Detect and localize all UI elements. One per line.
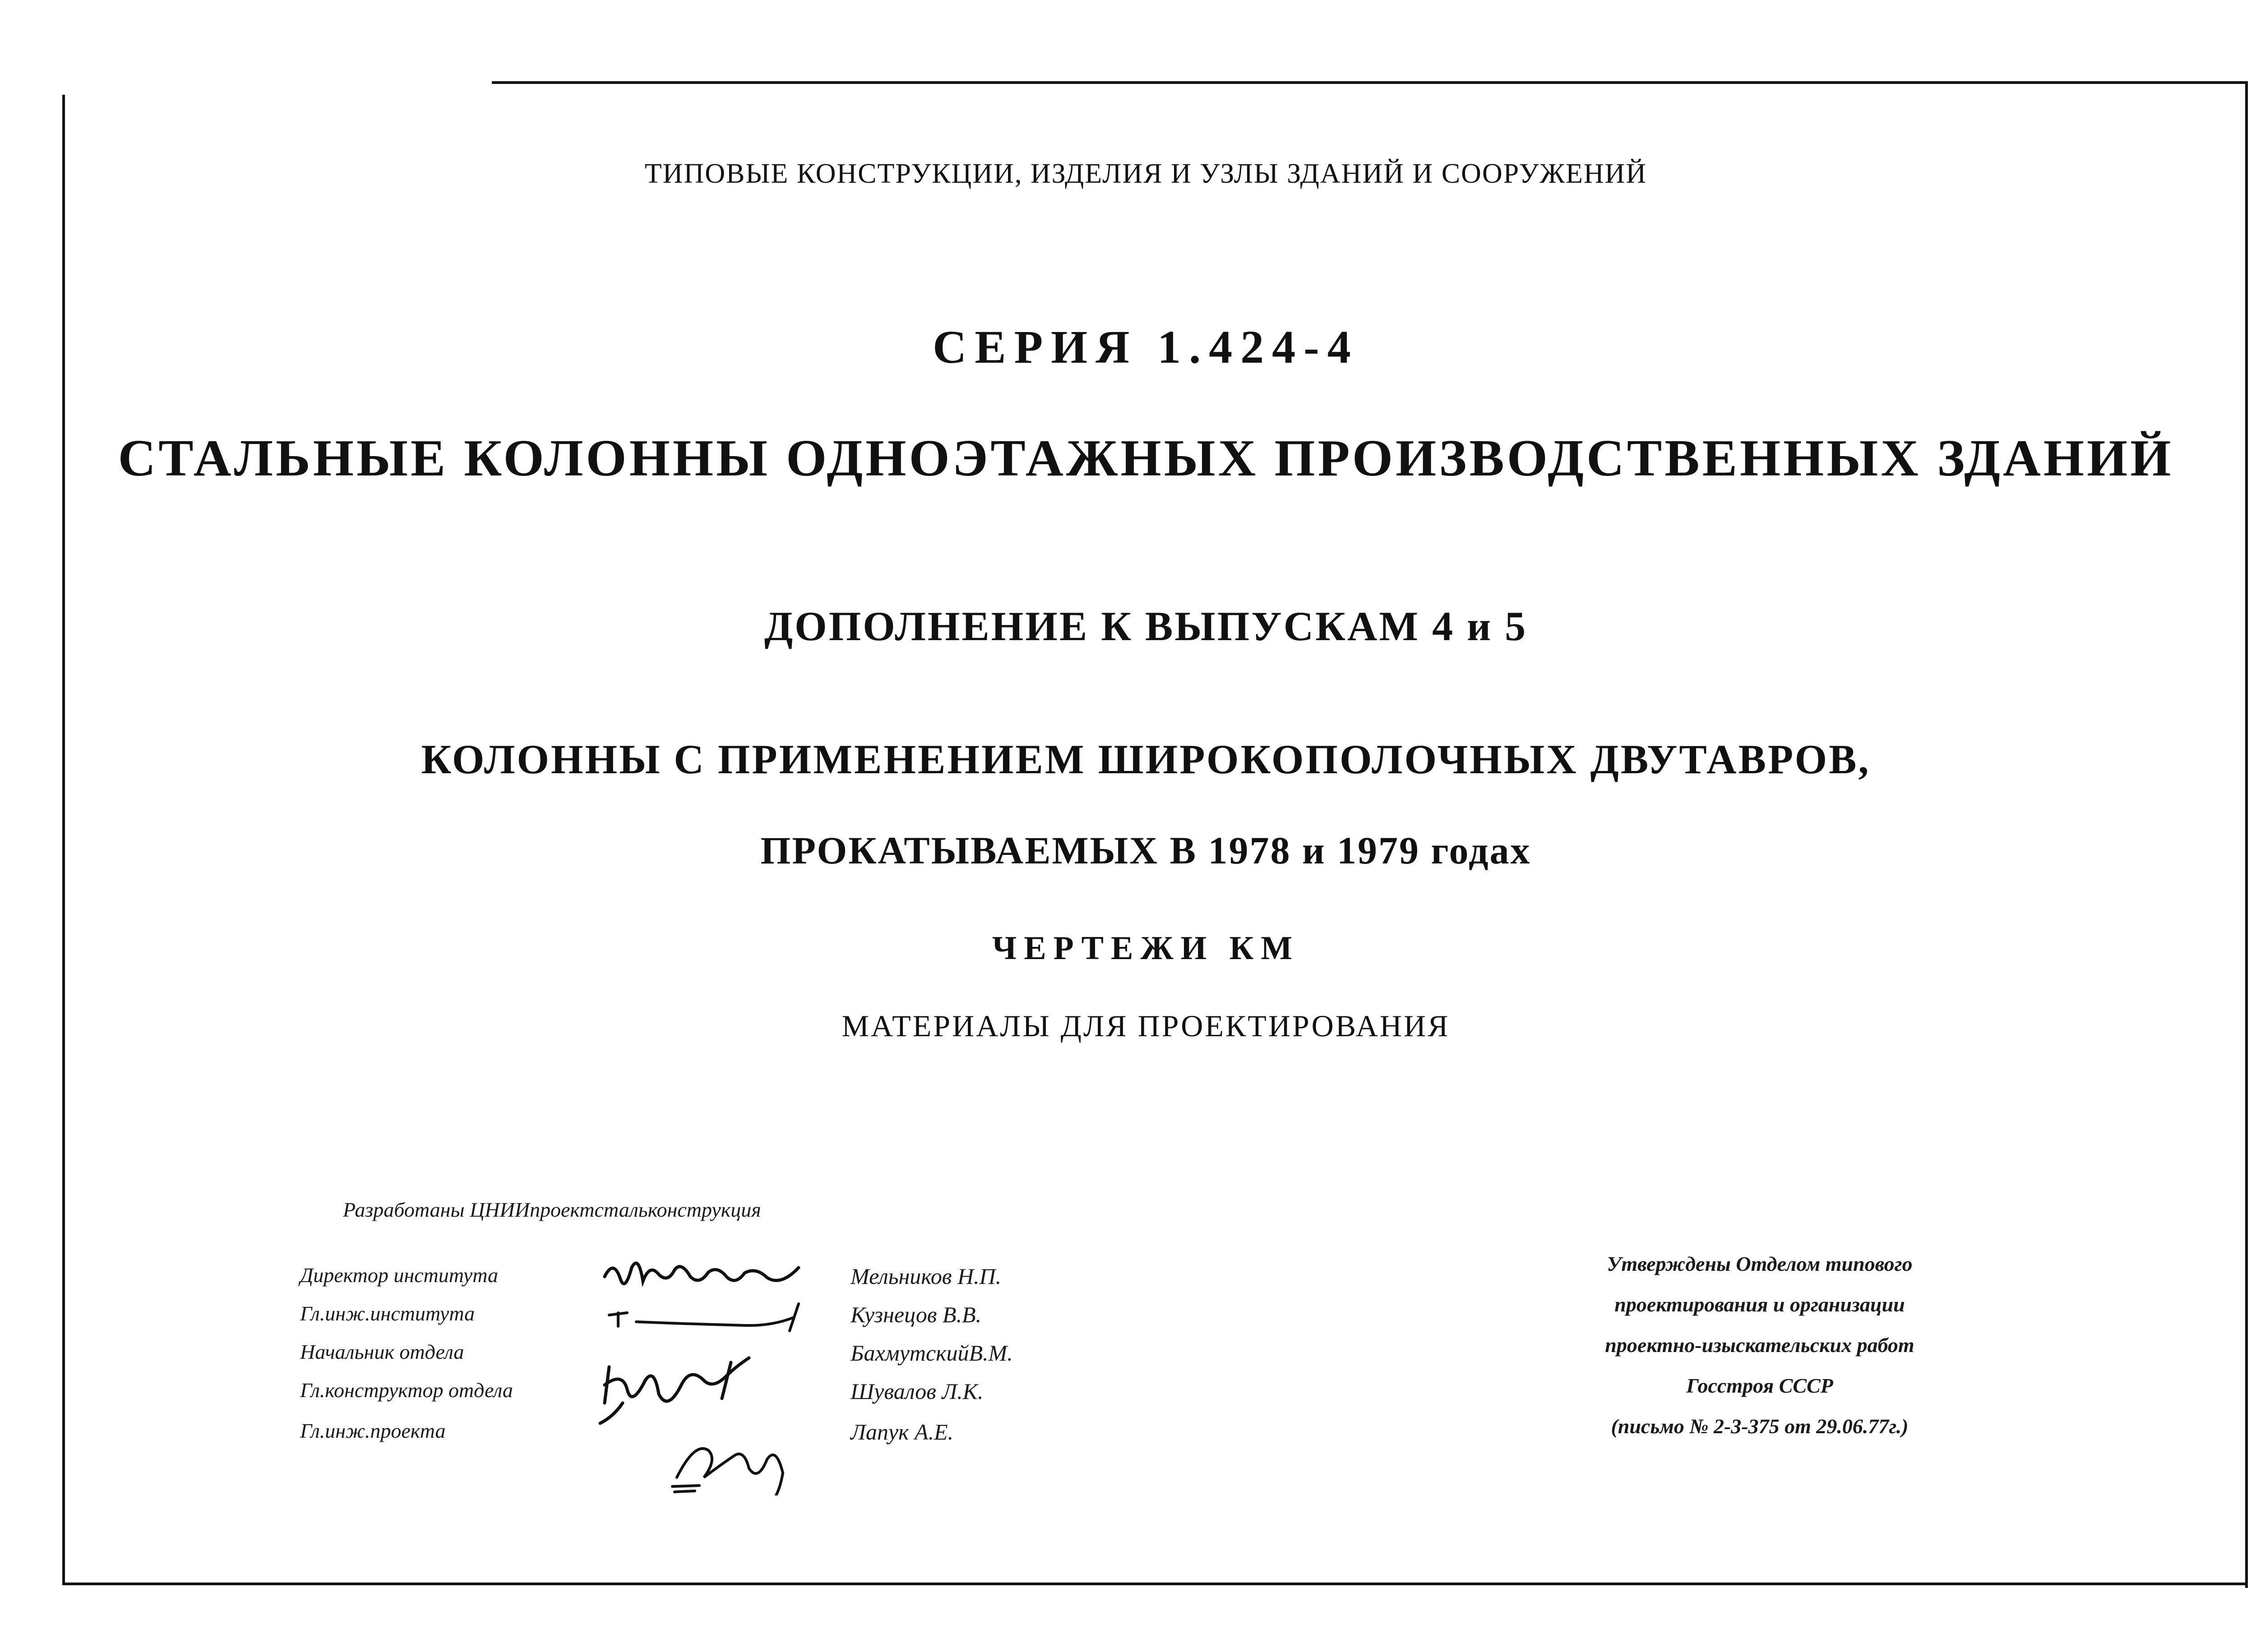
name-chief-designer: Шувалов Л.К. — [851, 1379, 984, 1404]
role-chief-engineer: Гл.инж.института — [300, 1302, 475, 1325]
frame-bottom-line — [62, 1583, 2248, 1585]
subject-line-2: ПРОКАТЫВАЕМЫХ В 1978 и 1979 годах — [760, 829, 1531, 872]
approval-line-3: проектно-изыскательских работ — [1605, 1334, 1914, 1357]
name-project-engineer: Лапук А.Е. — [851, 1419, 954, 1444]
approval-line-5: (письмо № 2-3-375 от 29.06.77г.) — [1611, 1415, 1909, 1438]
role-director: Директор института — [300, 1264, 499, 1287]
main-title: СТАЛЬНЫЕ КОЛОННЫ ОДНОЭТАЖНЫХ ПРОИЗВОДСТВЕННЫХ ЗДАНИЙ — [118, 429, 2174, 487]
signature-project-engineer — [668, 1432, 794, 1495]
signature-director — [600, 1250, 808, 1299]
name-chief-engineer: Кузнецов В.В. — [851, 1302, 981, 1327]
frame-top-line — [492, 81, 2248, 84]
signature-department-head — [596, 1349, 767, 1426]
developed-by: Разработаны ЦНИИпроектстальконструкция — [343, 1198, 761, 1221]
name-department-head: БахмутскийВ.М. — [851, 1340, 1013, 1366]
approval-line-1: Утверждены Отделом типового — [1607, 1252, 1913, 1275]
supplement-title: ДОПОЛНЕНИЕ К ВЫПУСКАМ 4 и 5 — [764, 603, 1528, 649]
role-chief-designer: Гл.конструктор отдела — [300, 1379, 513, 1402]
approval-line-2: проектирования и организации — [1614, 1293, 1905, 1316]
subject-line-1: КОЛОННЫ С ПРИМЕНЕНИЕМ ШИРОКОПОЛОЧНЫХ ДВУТАВРОВ, — [421, 736, 1871, 782]
materials-title: МАТЕРИАЛЫ ДЛЯ ПРОЕКТИРОВАНИЯ — [841, 1009, 1450, 1043]
series-number: СЕРИЯ 1.424-4 — [933, 321, 1359, 373]
name-director: Мельников Н.П. — [851, 1264, 1002, 1289]
role-project-engineer: Гл.инж.проекта — [300, 1419, 446, 1442]
role-department-head: Начальник отдела — [300, 1340, 464, 1363]
approval-line-4: Госстроя СССР — [1686, 1374, 1833, 1397]
signature-chief-engineer — [600, 1299, 808, 1340]
collection-header: ТИПОВЫЕ КОНСТРУКЦИИ, ИЗДЕЛИЯ И УЗЛЫ ЗДАНИЙ И СООРУЖЕНИЙ — [644, 158, 1647, 189]
drawings-title: ЧЕРТЕЖИ КМ — [992, 930, 1300, 967]
